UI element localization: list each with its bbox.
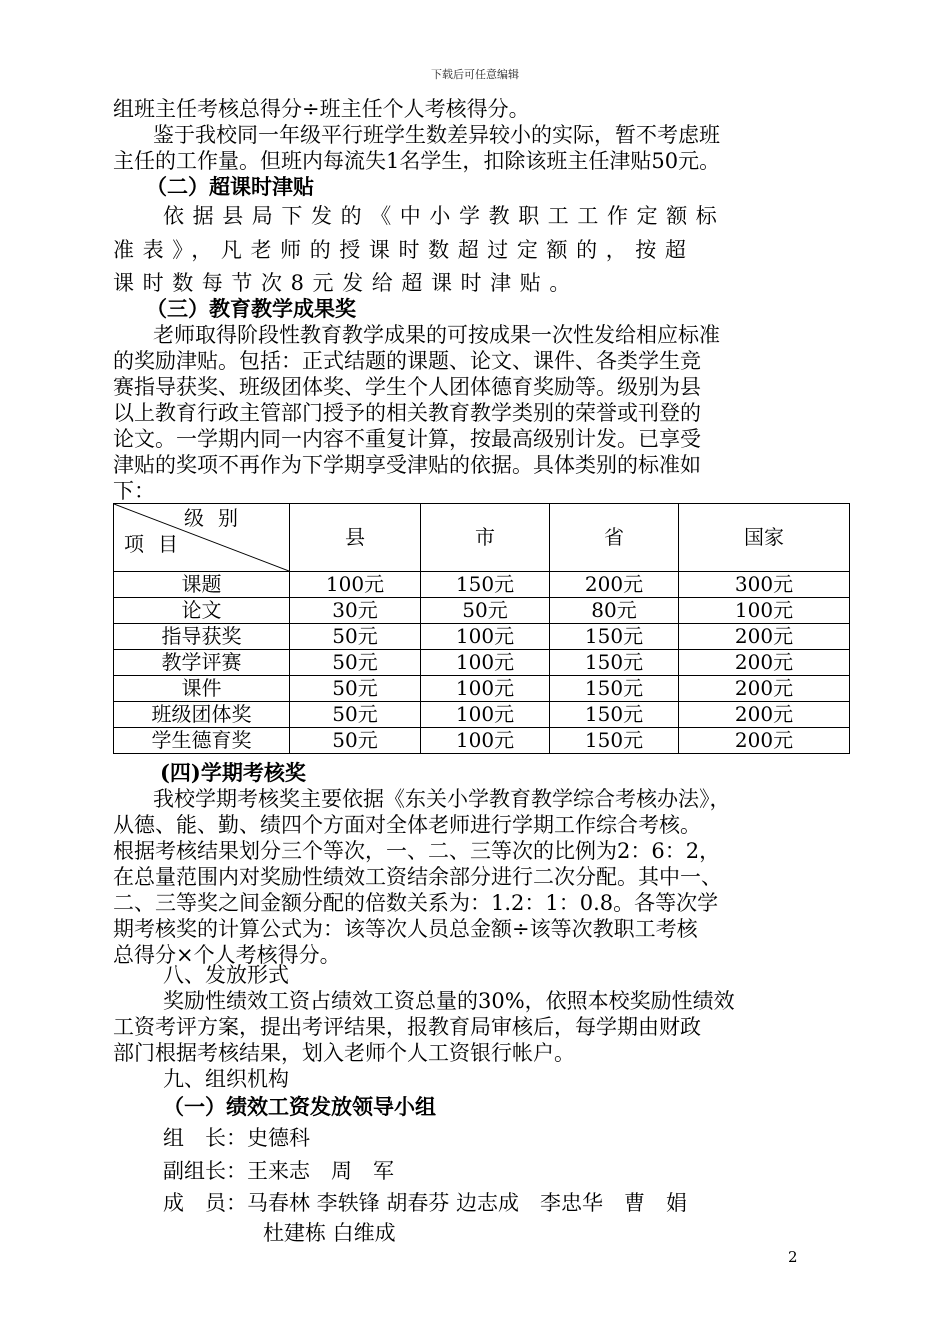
row-item: 论文 bbox=[114, 598, 290, 624]
table-cell: 150元 bbox=[421, 572, 550, 598]
member-line-leader: 组 长：史德科 bbox=[163, 1126, 310, 1150]
table-header-row bbox=[114, 504, 850, 572]
member-line-members-cont: 杜建栋 白维成 bbox=[263, 1221, 396, 1245]
table-cell: 200元 bbox=[679, 702, 850, 728]
table-cell: 200元 bbox=[679, 624, 850, 650]
table-row bbox=[114, 702, 850, 728]
row-item: 课件 bbox=[114, 676, 290, 702]
paragraph-line: 期考核奖的计算公式为：该等次人员总金额÷该等次教职工考核 bbox=[113, 917, 698, 941]
row-item: 课题 bbox=[114, 572, 290, 598]
table-cell: 30元 bbox=[290, 598, 421, 624]
table-cell: 150元 bbox=[550, 702, 679, 728]
table-cell: 200元 bbox=[679, 728, 850, 754]
paragraph-line: 津贴的奖项不再作为下学期享受津贴的依据。具体类别的标准如 bbox=[113, 453, 701, 477]
table-cell: 100元 bbox=[421, 728, 550, 754]
paragraph-line: 下： bbox=[113, 479, 155, 503]
subsection-heading-leading-group: （一）绩效工资发放领导小组 bbox=[163, 1094, 436, 1119]
table-row bbox=[114, 650, 850, 676]
table-cell: 100元 bbox=[290, 572, 421, 598]
table-cell: 150元 bbox=[550, 624, 679, 650]
table-cell: 150元 bbox=[550, 650, 679, 676]
award-standard-table bbox=[113, 503, 850, 754]
row-item: 教学评赛 bbox=[114, 650, 290, 676]
column-header: 省 bbox=[550, 504, 679, 572]
table-row bbox=[114, 624, 850, 650]
paragraph-line: 课时数每节次8元发给超课时津贴。 bbox=[113, 271, 579, 295]
member-line-deputy: 副组长：王来志 周 军 bbox=[163, 1159, 394, 1183]
paragraph-line: 奖励性绩效工资占绩效工资总量的30%，依照本校奖励性绩效 bbox=[163, 989, 735, 1013]
table-cell: 100元 bbox=[421, 650, 550, 676]
table-cell: 50元 bbox=[290, 624, 421, 650]
paragraph-line: 以上教育行政主管部门授予的相关教育教学类别的荣誉或刊登的 bbox=[113, 401, 701, 425]
table-cell: 150元 bbox=[550, 728, 679, 754]
row-item: 学生德育奖 bbox=[114, 728, 290, 754]
table-cell: 50元 bbox=[290, 676, 421, 702]
table-corner-cell bbox=[114, 504, 290, 572]
paragraph-line: 从德、能、勤、绩四个方面对全体老师进行学期工作综合考核。 bbox=[113, 813, 701, 837]
section-heading-term-bonus: (四)学期考核奖 bbox=[160, 760, 306, 785]
table-cell: 50元 bbox=[290, 728, 421, 754]
table-cell: 200元 bbox=[550, 572, 679, 598]
column-header: 国家 bbox=[679, 504, 850, 572]
paragraph-line: 的奖励津贴。包括：正式结题的课题、论文、课件、各类学生竞 bbox=[113, 349, 701, 373]
page-number: 2 bbox=[788, 1248, 798, 1266]
paragraph-line: 鉴于我校同一年级平行班学生数差异较小的实际，暂不考虑班 bbox=[153, 123, 720, 147]
table-cell: 200元 bbox=[679, 676, 850, 702]
table-cell: 100元 bbox=[421, 624, 550, 650]
table-cell: 100元 bbox=[679, 598, 850, 624]
table-cell: 100元 bbox=[421, 676, 550, 702]
paragraph-line: 论文。一学期内同一内容不重复计算，按最高级别计发。已享受 bbox=[113, 427, 701, 451]
paragraph-line: 在总量范围内对奖励性绩效工资结余部分进行二次分配。其中一、 bbox=[113, 865, 722, 889]
corner-label-item: 项目 bbox=[124, 532, 192, 556]
paragraph-line: 我校学期考核奖主要依据《东关小学教育教学综合考核办法》， bbox=[153, 787, 731, 811]
paragraph-line: 部门根据考核结果，划入老师个人工资银行帐户。 bbox=[113, 1041, 575, 1065]
page-header: 下载后可任意编辑 bbox=[431, 68, 519, 81]
table-row bbox=[114, 572, 850, 598]
table-cell: 50元 bbox=[421, 598, 550, 624]
paragraph-line: 根据考核结果划分三个等次，一、二、三等次的比例为2：6：2， bbox=[113, 839, 721, 863]
corner-label-level: 级别 bbox=[184, 506, 252, 530]
table-cell: 50元 bbox=[290, 702, 421, 728]
table-cell: 80元 bbox=[550, 598, 679, 624]
section-heading-overtime: （二）超课时津贴 bbox=[146, 174, 314, 199]
row-item: 指导获奖 bbox=[114, 624, 290, 650]
table-cell: 300元 bbox=[679, 572, 850, 598]
paragraph-line: 准表》，凡老师的授课时数超过定额的，按超 bbox=[113, 238, 695, 262]
table-row bbox=[114, 598, 850, 624]
table-row bbox=[114, 676, 850, 702]
table-cell: 200元 bbox=[679, 650, 850, 676]
paragraph-line: 依据县局下发的《中小学教职工工作定额标 bbox=[163, 204, 726, 228]
column-header: 县 bbox=[290, 504, 421, 572]
row-item: 班级团体奖 bbox=[114, 702, 290, 728]
paragraph-line: 老师取得阶段性教育教学成果的可按成果一次性发给相应标准 bbox=[153, 323, 720, 347]
paragraph-line: 总得分×个人考核得分。 bbox=[113, 943, 341, 967]
paragraph-line: 主任的工作量。但班内每流失1名学生，扣除该班主任津贴50元。 bbox=[113, 149, 721, 173]
table-cell: 50元 bbox=[290, 650, 421, 676]
section-heading-distribution: 八、发放形式 bbox=[163, 963, 289, 987]
paragraph-line: 组班主任考核总得分÷班主任个人考核得分。 bbox=[113, 97, 530, 121]
table-row bbox=[114, 728, 850, 754]
table-cell: 150元 bbox=[550, 676, 679, 702]
column-header: 市 bbox=[421, 504, 550, 572]
member-line-members: 成 员：马春林 李轶锋 胡春芬 边志成 李忠华 曹 娟 bbox=[163, 1191, 688, 1215]
section-heading-organization: 九、组织机构 bbox=[163, 1067, 289, 1091]
paragraph-line: 工资考评方案，提出考评结果，报教育局审核后，每学期由财政 bbox=[113, 1015, 701, 1039]
paragraph-line: 二、三等奖之间金额分配的倍数关系为：1.2：1：0.8。各等次学 bbox=[113, 891, 719, 915]
table-cell: 100元 bbox=[421, 702, 550, 728]
section-heading-achievement: （三）教育教学成果奖 bbox=[146, 296, 356, 321]
paragraph-line: 赛指导获奖、班级团体奖、学生个人团体德育奖励等。级别为县 bbox=[113, 375, 701, 399]
